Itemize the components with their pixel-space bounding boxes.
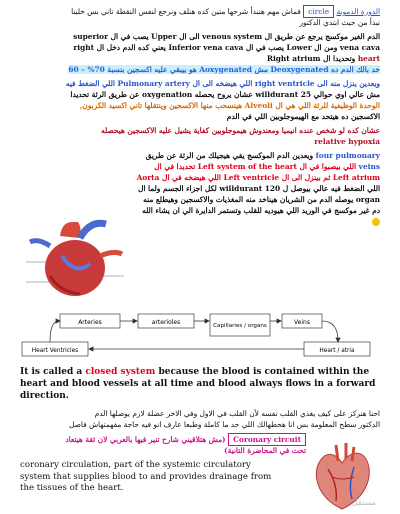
text-line: Left atrium ثم بينزل الى ال Left ventricle اللي هيضخه في ال Aorta [136,173,380,182]
header-line-1 [20,6,380,17]
paragraph-systemic [134,150,380,227]
term: four pulmonary [315,151,380,160]
text-line [20,78,380,89]
text-line [134,205,380,227]
paragraph-venous-return [20,31,380,75]
text-line: الدم الغير موكسج يرجع عن طريق ال venous system الى ال Upper يصب في ال superior [73,32,380,41]
paragraph-anemia [60,125,380,147]
text-fragment: It is called a [20,367,83,377]
text-line [20,434,306,445]
text-fragment: (مش هتلاقيني شارح تنير فيها بالعربي لان ثقة هيتعاد [65,435,226,444]
heart-anatomy-illustration [20,216,130,304]
text-fragment: because the blood is contained within the [158,367,370,377]
text-line [134,150,380,161]
text-line [20,53,380,64]
text-line: vena cava ومن ال Lower يصب في ال Inferior vena cava يعني كده الدم دخل ال right [73,43,380,52]
text-line: the tissues of the heart. [20,483,124,493]
text-line: organ يوصله الدم من الشريان هيناخد منه المغذيات والاكسجين وهيطلع منه [143,195,380,204]
text-fragment: دم غير موكسج في الوريد اللي هيوديه للقلب وتستمر الدايرة الي ان يشاء الله [142,206,380,215]
text-fragment: اللي بيصبوا في ال Left system of the heart تحديدا في ال [154,162,357,171]
flow-arteries: Arteries [78,319,102,326]
text-fragment: ويعدين الدم الموكسج يقي هيجيلك من الرئة عن طريق [145,151,314,160]
text-line: احنا هنركز على كيف يغذي القلب نفسه لأن القلب في الاول وفي الاخر عضلة لازم يوصلها الدم [94,409,380,418]
flow-heart-ventricles: Heart Ventricles [31,348,79,354]
text-line: الدكتور سطح المعلومة بس انا هحطهالك اللي حد ما كاملة وطبعا عارف انو فيه حاجة مفهمتهاش فاصل [68,420,380,429]
flow-capillaries: Capillaries / organs [213,323,267,329]
text-line: coronary circulation, part of the systemic circulatory [20,460,251,470]
text-line: الاكسجين ده هيتحد مع الهيموجلوبين اللي في الدم [226,112,380,121]
paragraph-heart-nourish [20,408,380,430]
text-line: عشان كده لو شخص عنده انيميا ومعندوش هيموجلوبين كفاية يشيل عليه الاكسجين هيحصله [101,126,380,135]
watermark-logo: مستقل [352,498,376,507]
coronary-title: Coronary circuit [228,433,306,446]
header-text: فماش مهم هنبدأ شرحها متين كده هنلف ونرجع لنفس النقطة تاني بس خلينا [71,7,301,16]
flow-veins: Veins [294,319,310,326]
heart-term: heart [357,54,380,63]
header-line-2: نبدأ من حيث ابتدي الدكتور [299,18,380,27]
text-line: تحت في المحاضرة التانية) [224,446,306,455]
text-line: system that supplies blood to and provides drainage from [20,471,272,482]
circle-term: circle [303,5,334,18]
flow-heart-atria: Heart / atria [319,348,355,354]
text-line: direction. [20,391,69,401]
text-line: اللي الضغط فيه عالي بيوصل ل 120 willdurant لكل اجزاء الجسم ولما ال [138,184,380,193]
text-fragment: وتحديدا ال Right atrium [266,54,356,63]
text-line: مش عالي اوي حوالي 25 willdurant عشان يروح يحصله oxygenation عن طريق الرئة تحديدا [70,90,380,99]
circulation-flow-diagram [20,312,378,362]
flow-arterioles: arterioles [151,319,181,326]
smiley-icon [372,218,380,226]
text-fragment: ويعدين ينزل منه الى right ventricle اللي هيضخه الى ال Pulmonary artery اللي الضغط فيه [65,79,380,88]
coronary-block [20,434,306,495]
text-line: الوحدة الوظيفية للرئة اللي هي ال Alveoli هينسحب منها الاكسجين وينتقلها تاني اكسيد الكربون, [79,101,380,110]
text-line: relative hypoxia [314,137,380,146]
topic-title: الدورة الدموية [336,7,380,16]
text-line [134,161,380,172]
closed-system-block [20,366,380,402]
text-line: heart and blood vessels at all time and blood always flows in a forward [20,379,376,389]
text-line [20,366,380,378]
closed-system-term: closed system [85,367,156,377]
term: veins [358,162,380,171]
paragraph-pulmonary [20,78,380,122]
deoxygenated-note: خد بالك الدم ده Deoxygenated مش Aoxygenated هو بيبقي عليه اكسجين بنسبة 70% – 60 [68,65,380,74]
text-line [20,64,380,75]
